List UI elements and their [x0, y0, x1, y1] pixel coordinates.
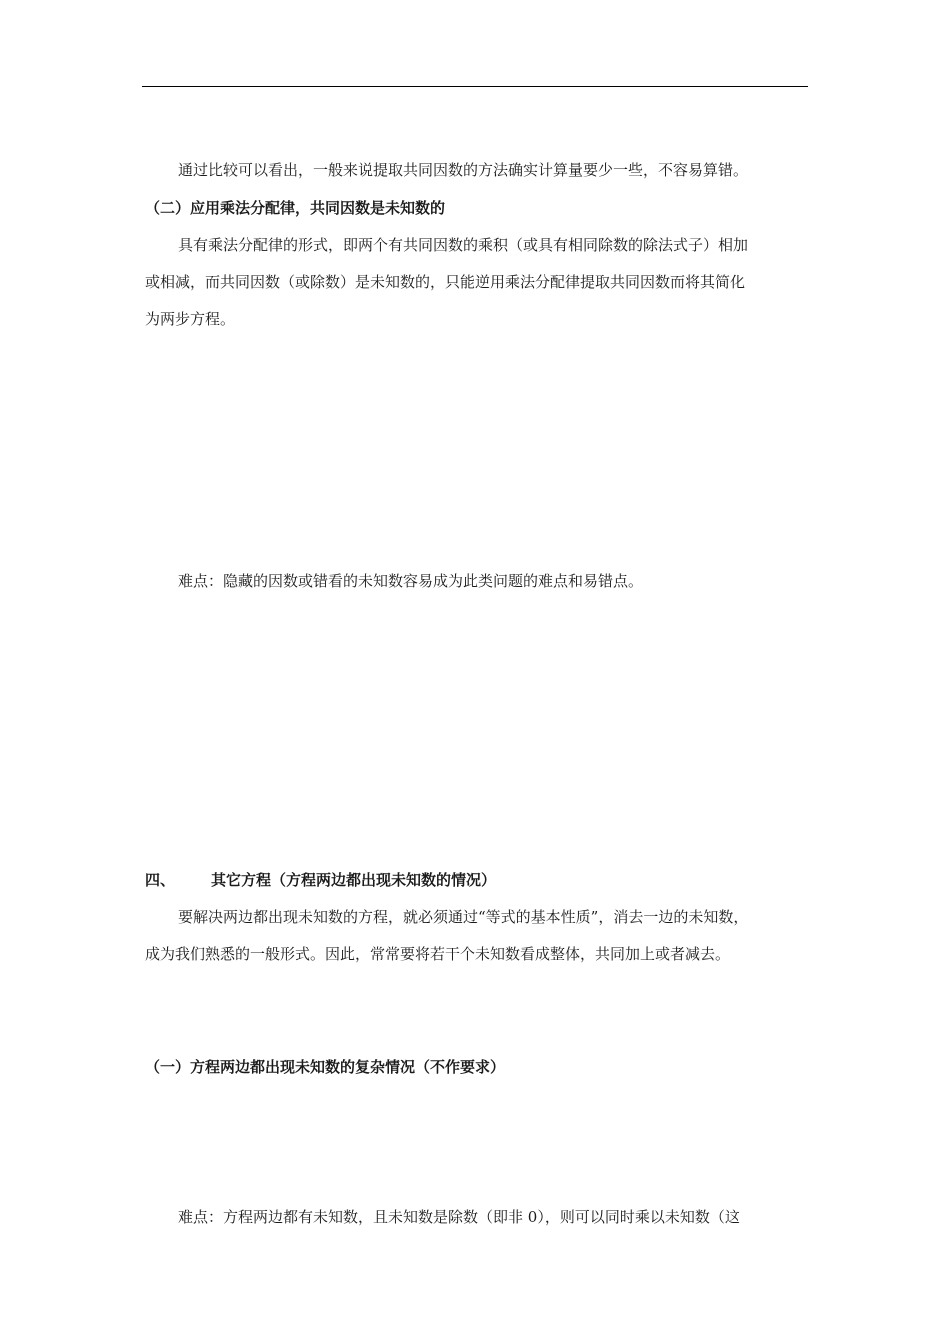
paragraph-line: 成为我们熟悉的一般形式。因此，常常要将若干个未知数看成整体，共同加上或者减去。: [145, 945, 731, 963]
header-rule: [142, 86, 808, 87]
section-title: 其它方程（方程两边都出现未知数的情况）: [211, 871, 497, 889]
difficulty-note: 难点：方程两边都有未知数，且未知数是除数（即非 0），则可以同时乘以未知数（这: [178, 1208, 740, 1226]
section-heading-2: （二）应用乘法分配律，共同因数是未知数的: [145, 199, 446, 217]
difficulty-note: 难点：隐藏的因数或错看的未知数容易成为此类问题的难点和易错点。: [178, 572, 644, 590]
paragraph-line: 要解决两边都出现未知数的方程，就必须通过“等式的基本性质”，消去一边的未知数，: [178, 908, 749, 926]
paragraph-line: 或相减，而共同因数（或除数）是未知数的，只能逆用乘法分配律提取共同因数而将其简化: [145, 273, 746, 291]
section-heading-4: [145, 870, 496, 890]
paragraph-comparison: 通过比较可以看出，一般来说提取共同因数的方法确实计算量要少一些，不容易算错。: [178, 161, 749, 179]
paragraph-line: 为两步方程。: [145, 310, 236, 328]
subsection-heading-1: （一）方程两边都出现未知数的复杂情况（不作要求）: [145, 1058, 506, 1076]
section-number: 四、: [145, 871, 176, 889]
paragraph-line: 具有乘法分配律的形式，即两个有共同因数的乘积（或具有相同除数的除法式子）相加: [178, 236, 749, 254]
